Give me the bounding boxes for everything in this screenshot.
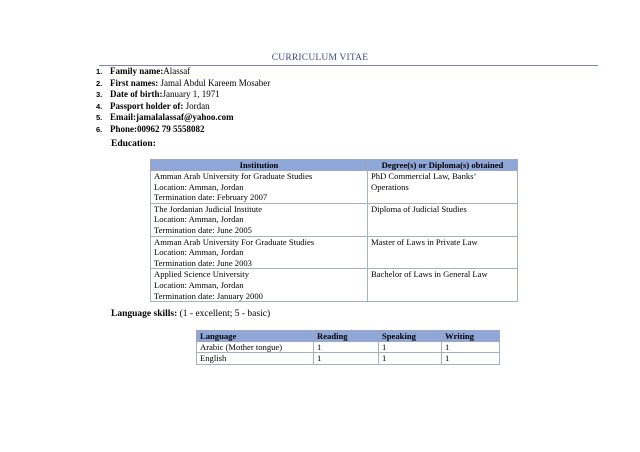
email-item: [96, 112, 270, 124]
termination-date: Termination date: February 2007: [154, 192, 268, 203]
institution-location: Location: Amman, Jordan: [154, 279, 244, 290]
language-scale-note: (1 - excellent; 5 - basic): [177, 309, 271, 319]
speaking-cell: 1: [379, 342, 442, 353]
column-header-language: Language: [197, 331, 314, 342]
education-heading: Education:: [111, 139, 156, 149]
institution-location: Location: Amman, Jordan: [154, 247, 244, 258]
termination-date: Termination date: June 2003: [154, 257, 252, 268]
degree-cell: Master of Laws in Private Law: [368, 236, 518, 269]
item-value: Jordan: [183, 100, 210, 111]
language-cell: English: [197, 353, 314, 364]
table-row: [197, 342, 500, 353]
date-of-birth-item: [96, 89, 270, 101]
personal-details-list: [96, 66, 270, 136]
reading-cell: 1: [314, 342, 379, 353]
education-table: [150, 159, 518, 302]
institution-cell: [151, 236, 368, 269]
institution-cell: [151, 171, 368, 204]
item-value: Alassaf: [163, 66, 191, 76]
language-skills-label: Language skills:: [111, 309, 178, 319]
writing-cell: 1: [442, 353, 500, 364]
item-label: First names:: [110, 77, 159, 88]
table-header-row: [197, 331, 500, 342]
table-row: [151, 171, 518, 204]
institution-name: Applied Science University: [154, 269, 249, 280]
item-label: Phone:00962 79 5558082: [110, 123, 205, 134]
item-label: Email:jamalalassaf@yahoo.com: [110, 112, 234, 123]
institution-cell: [151, 269, 368, 302]
institution-cell: [151, 203, 368, 236]
item-value: Jamal Abdul Kareem Mosaber: [158, 77, 271, 88]
institution-name: Amman Arab University for Graduate Studies: [154, 171, 313, 181]
column-header-speaking: Speaking: [379, 331, 442, 342]
family-name-item: [96, 66, 270, 78]
column-header-institution: Institution: [151, 160, 368, 171]
column-header-writing: Writing: [442, 331, 500, 342]
list-number: 5.: [96, 113, 103, 123]
termination-date: Termination date: June 2005: [154, 224, 252, 235]
termination-date: Termination date: January 2000: [154, 290, 263, 301]
item-label: Family name:: [110, 66, 164, 76]
institution-name: The Jordanian Judicial Institute: [154, 203, 263, 214]
writing-cell: 1: [442, 342, 500, 353]
list-number: 1.: [96, 67, 103, 76]
document-title: CURRICULUM VITAE: [271, 53, 369, 63]
reading-cell: 1: [314, 353, 379, 364]
degree-cell: Bachelor of Laws in General Law: [368, 269, 518, 302]
list-number: 4.: [96, 101, 103, 111]
institution-location: Location: Amman, Jordan: [154, 214, 244, 225]
table-row: [197, 353, 500, 364]
column-header-degree: Degree(s) or Diploma(s) obtained: [368, 160, 518, 171]
language-table: [196, 330, 500, 365]
passport-item: [96, 101, 270, 113]
institution-location: Location: Amman, Jordan: [154, 181, 244, 192]
language-cell: Arabic (Mother tongue): [197, 342, 314, 353]
table-row: [151, 203, 518, 236]
item-value: January 1, 1971: [162, 89, 220, 100]
phone-item: [96, 124, 270, 136]
list-number: 2.: [96, 78, 103, 88]
item-label: Date of birth:: [110, 89, 163, 100]
institution-name: Amman Arab University For Graduate Studies: [154, 236, 315, 247]
table-row: [151, 236, 518, 269]
item-label: Passport holder of:: [110, 100, 184, 111]
language-skills-heading: [111, 309, 270, 319]
degree-cell: PhD Commercial Law, Banks’ Operations: [368, 171, 518, 204]
speaking-cell: 1: [379, 353, 442, 364]
table-header-row: [151, 160, 518, 171]
column-header-reading: Reading: [314, 331, 379, 342]
table-row: [151, 269, 518, 302]
list-number: 3.: [96, 90, 103, 100]
list-number: 6.: [96, 124, 103, 134]
first-names-item: [96, 78, 270, 90]
degree-cell: Diploma of Judicial Studies: [368, 203, 518, 236]
